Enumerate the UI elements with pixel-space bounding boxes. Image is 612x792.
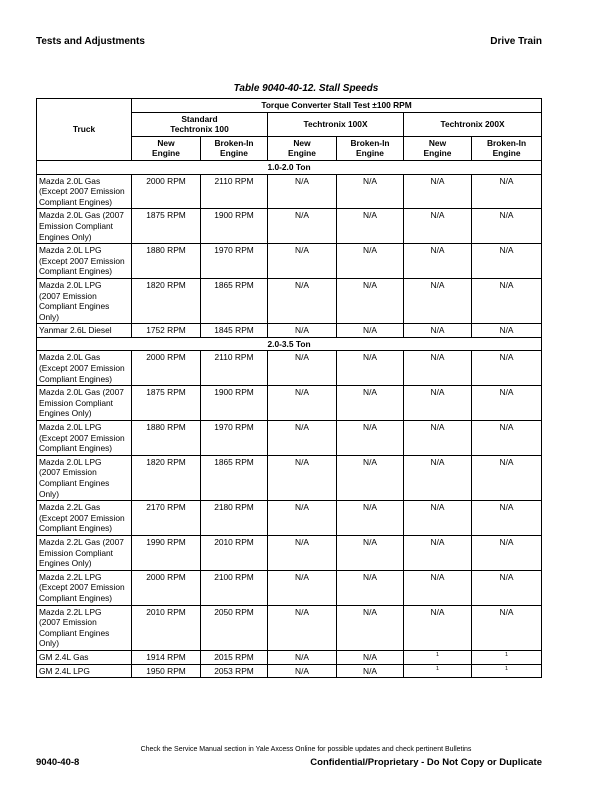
truck-cell: GM 2.4L Gas: [37, 650, 132, 664]
sub-header-broken-in-engine: Broken-In Engine: [337, 136, 404, 160]
stall-speeds-table: [36, 98, 542, 678]
stall-speed-cell: N/A: [404, 535, 472, 570]
sub-header-new-engine: New Engine: [404, 136, 472, 160]
stall-speed-cell: N/A: [268, 209, 337, 244]
sub-header-new-engine: New Engine: [268, 136, 337, 160]
stall-speed-cell: 1880 RPM: [132, 244, 201, 279]
stall-speed-cell: N/A: [472, 351, 542, 386]
stall-speed-cell: N/A: [404, 605, 472, 650]
stall-speed-cell: N/A: [337, 535, 404, 570]
footnote-marker: 1: [435, 652, 440, 659]
stall-speed-cell: N/A: [337, 455, 404, 500]
truck-cell: Mazda 2.0L LPG (Except 2007 Emission Compliant Engines): [37, 421, 132, 456]
table-row: [37, 209, 542, 244]
stall-speed-cell: N/A: [337, 605, 404, 650]
stall-speed-cell: 2180 RPM: [201, 501, 268, 536]
stall-speed-cell: N/A: [404, 351, 472, 386]
stall-speed-cell: 1950 RPM: [132, 664, 201, 678]
sub-header-new-engine: New Engine: [132, 136, 201, 160]
table-row: [37, 386, 542, 421]
stall-speed-cell: N/A: [404, 324, 472, 338]
stall-speed-cell: N/A: [337, 244, 404, 279]
truck-cell: Mazda 2.0L LPG (2007 Emission Compliant Engines Only): [37, 278, 132, 323]
table-row: [37, 351, 542, 386]
footer-note: Check the Service Manual section in Yale Axcess Online for possible updates and check pertinent Bulletins: [140, 746, 472, 753]
stall-speed-cell: N/A: [268, 605, 337, 650]
stall-speed-cell: 1865 RPM: [201, 278, 268, 323]
stall-speed-cell: 1970 RPM: [201, 421, 268, 456]
stall-speed-cell: 2000 RPM: [132, 351, 201, 386]
stall-speed-cell: 2010 RPM: [201, 535, 268, 570]
stall-speed-cell: 2000 RPM: [132, 174, 201, 209]
stall-speed-cell: 2050 RPM: [201, 605, 268, 650]
page-number: 9040-40-8: [36, 757, 80, 768]
stall-speed-cell: N/A: [472, 209, 542, 244]
table-row: [37, 455, 542, 500]
stall-speed-cell: N/A: [268, 570, 337, 605]
stall-speed-cell: N/A: [472, 455, 542, 500]
stall-speed-cell: N/A: [472, 535, 542, 570]
stall-speed-cell: 1752 RPM: [132, 324, 201, 338]
stall-speed-cell: N/A: [337, 386, 404, 421]
stall-speed-cell: N/A: [268, 174, 337, 209]
stall-speed-cell: 2010 RPM: [132, 605, 201, 650]
truck-cell: Mazda 2.0L Gas (2007 Emission Compliant Engines Only): [37, 386, 132, 421]
truck-cell: Mazda 2.0L Gas (Except 2007 Emission Compliant Engines): [37, 351, 132, 386]
stall-speed-cell: 1875 RPM: [132, 386, 201, 421]
stall-speed-cell: N/A: [268, 664, 337, 678]
stall-speed-cell: N/A: [337, 664, 404, 678]
stall-speed-cell: N/A: [404, 386, 472, 421]
footnote-cell: [404, 650, 472, 664]
section-row-title: 1.0-2.0 Ton: [37, 160, 542, 174]
stall-speed-cell: N/A: [404, 209, 472, 244]
table-row: [37, 650, 542, 664]
truck-cell: Mazda 2.0L Gas (Except 2007 Emission Compliant Engines): [37, 174, 132, 209]
stall-speed-cell: 2015 RPM: [201, 650, 268, 664]
table-row: [37, 278, 542, 323]
confidential-notice: Confidential/Proprietary - Do Not Copy or Duplicate: [310, 757, 542, 768]
stall-speed-cell: N/A: [337, 278, 404, 323]
stall-speed-cell: N/A: [268, 386, 337, 421]
stall-speed-cell: N/A: [472, 570, 542, 605]
stall-speed-cell: 2110 RPM: [201, 351, 268, 386]
stall-speed-cell: N/A: [337, 324, 404, 338]
stall-speed-cell: 1914 RPM: [132, 650, 201, 664]
stall-speed-cell: N/A: [472, 386, 542, 421]
stall-speed-cell: 1820 RPM: [132, 278, 201, 323]
stall-speed-cell: N/A: [472, 421, 542, 456]
stall-speed-cell: N/A: [337, 209, 404, 244]
stall-speed-cell: N/A: [404, 244, 472, 279]
stall-speed-cell: N/A: [404, 455, 472, 500]
stall-speed-cell: N/A: [268, 501, 337, 536]
truck-cell: Yanmar 2.6L Diesel: [37, 324, 132, 338]
stall-speed-cell: N/A: [404, 501, 472, 536]
stall-speed-cell: 2100 RPM: [201, 570, 268, 605]
footnote-cell: [472, 664, 542, 678]
table-row: [37, 244, 542, 279]
stall-speed-cell: N/A: [337, 501, 404, 536]
footnote-cell: [472, 650, 542, 664]
stall-speed-cell: N/A: [472, 244, 542, 279]
stall-speed-cell: 1865 RPM: [201, 455, 268, 500]
table-row: [37, 664, 542, 678]
stall-speed-cell: 1845 RPM: [201, 324, 268, 338]
section-row-title: 2.0-3.5 Ton: [37, 337, 542, 351]
stall-speed-cell: N/A: [472, 605, 542, 650]
stall-speed-cell: N/A: [268, 535, 337, 570]
stall-speed-cell: N/A: [472, 278, 542, 323]
stall-speed-cell: N/A: [268, 650, 337, 664]
stall-speed-cell: N/A: [268, 324, 337, 338]
stall-speed-cell: N/A: [404, 570, 472, 605]
stall-speed-cell: N/A: [337, 174, 404, 209]
stall-speed-cell: 1875 RPM: [132, 209, 201, 244]
truck-cell: Mazda 2.0L LPG (Except 2007 Emission Compliant Engines): [37, 244, 132, 279]
stall-test-group-header: Torque Converter Stall Test ±100 RPM: [132, 99, 542, 113]
sub-header-broken-in-engine: Broken-In Engine: [472, 136, 542, 160]
stall-speed-cell: N/A: [404, 174, 472, 209]
truck-cell: Mazda 2.2L Gas (Except 2007 Emission Compliant Engines): [37, 501, 132, 536]
stall-speed-cell: N/A: [268, 244, 337, 279]
model-header-techtronix-200x: Techtronix 200X: [404, 112, 542, 136]
table-row: [37, 570, 542, 605]
table-caption: Table 9040-40-12. Stall Speeds: [233, 83, 379, 94]
truck-cell: Mazda 2.0L LPG (2007 Emission Compliant Engines Only): [37, 455, 132, 500]
truck-cell: Mazda 2.2L LPG (Except 2007 Emission Compliant Engines): [37, 570, 132, 605]
truck-cell: GM 2.4L LPG: [37, 664, 132, 678]
footnote-cell: [404, 664, 472, 678]
stall-speed-cell: 1900 RPM: [201, 386, 268, 421]
footnote-marker: 1: [505, 652, 509, 659]
stall-speed-cell: 2000 RPM: [132, 570, 201, 605]
stall-speed-cell: N/A: [404, 278, 472, 323]
stall-speed-cell: N/A: [472, 501, 542, 536]
stall-speed-cell: N/A: [404, 421, 472, 456]
truck-column-header: Truck: [37, 99, 132, 161]
model-header-standard-techtronix-100: Standard Techtronix 100: [132, 112, 268, 136]
stall-speed-cell: N/A: [268, 351, 337, 386]
stall-speed-cell: N/A: [268, 278, 337, 323]
table-row: [37, 421, 542, 456]
stall-speed-cell: N/A: [337, 650, 404, 664]
table-row: [37, 174, 542, 209]
table-row: [37, 605, 542, 650]
table-row: [37, 535, 542, 570]
section-header-right: Drive Train: [490, 36, 542, 47]
table-row: [37, 501, 542, 536]
stall-speed-cell: N/A: [268, 455, 337, 500]
truck-cell: Mazda 2.2L LPG (2007 Emission Compliant Engines Only): [37, 605, 132, 650]
stall-speed-cell: 2170 RPM: [132, 501, 201, 536]
stall-speed-cell: 1970 RPM: [201, 244, 268, 279]
footnote-marker: 1: [435, 665, 440, 672]
stall-speed-cell: N/A: [472, 324, 542, 338]
stall-speed-cell: 2053 RPM: [201, 664, 268, 678]
truck-cell: Mazda 2.2L Gas (2007 Emission Compliant Engines Only): [37, 535, 132, 570]
footnote-marker: 1: [505, 665, 509, 672]
stall-speed-cell: 1990 RPM: [132, 535, 201, 570]
section-header-left: Tests and Adjustments: [36, 36, 145, 47]
stall-speed-cell: 2110 RPM: [201, 174, 268, 209]
stall-speed-cell: N/A: [337, 421, 404, 456]
truck-cell: Mazda 2.0L Gas (2007 Emission Compliant Engines Only): [37, 209, 132, 244]
stall-speed-cell: 1820 RPM: [132, 455, 201, 500]
stall-speed-cell: N/A: [337, 351, 404, 386]
stall-speed-cell: 1880 RPM: [132, 421, 201, 456]
stall-speed-cell: N/A: [337, 570, 404, 605]
stall-speed-cell: N/A: [472, 174, 542, 209]
table-body: [37, 160, 542, 677]
sub-header-broken-in-engine: Broken-In Engine: [201, 136, 268, 160]
stall-speed-cell: N/A: [268, 421, 337, 456]
table-row: [37, 324, 542, 338]
model-header-techtronix-100x: Techtronix 100X: [268, 112, 404, 136]
stall-speed-cell: 1900 RPM: [201, 209, 268, 244]
